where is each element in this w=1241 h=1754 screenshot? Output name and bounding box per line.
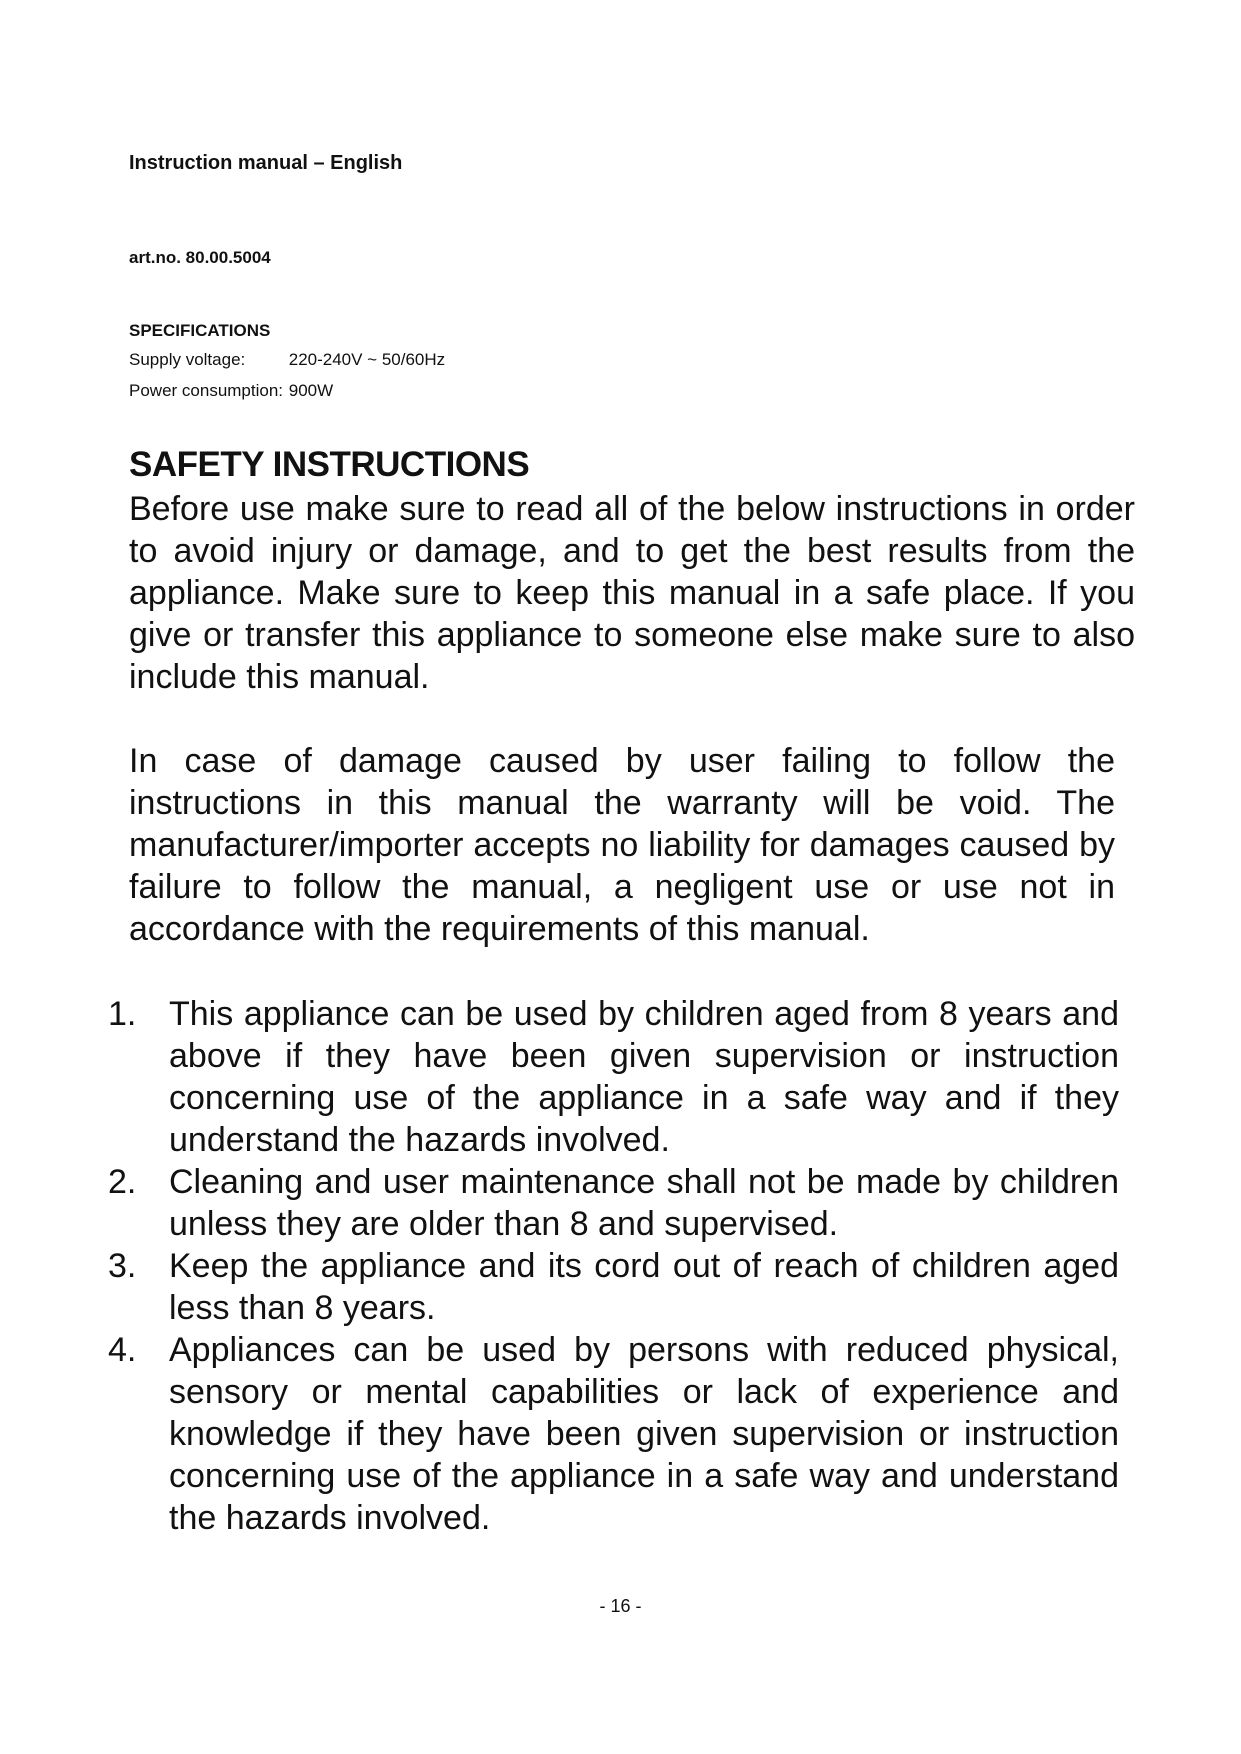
list-item: [108, 1161, 1119, 1245]
list-item-number: 4.: [108, 1331, 137, 1369]
article-number: art.no. 80.00.5004: [129, 248, 271, 267]
list-item-number: 2.: [108, 1163, 137, 1201]
page-number: - 16 -: [599, 1596, 642, 1616]
intro-paragraph: Before use make sure to read all of the below instructions in order to avoid injury or damage, and to get the best results from the appliance. Make sure to keep this manual in a safe place. If you give or transfer this appliance to someone else make sure to also include this manual.: [129, 490, 1135, 696]
list-item-text: Appliances can be used by persons with reduced physical, sensory or mental capabilities or lack of experience and knowledge if they have been given supervision or instruction concerning use of the appliance in a safe way and understand the hazards involved.: [169, 1331, 1119, 1537]
spec-label: Power consumption:: [129, 381, 284, 400]
list-item: [108, 1245, 1119, 1329]
spec-value: 220-240V ~ 50/60Hz: [288, 350, 446, 369]
list-item-text: Cleaning and user maintenance shall not be made by children unless they are older than 8 and supervised.: [169, 1163, 1119, 1243]
safety-list: [108, 993, 1128, 1539]
spec-row-supply-voltage: [129, 350, 445, 370]
list-item-number: 1.: [108, 995, 137, 1033]
list-item-number: 3.: [108, 1247, 137, 1285]
list-item: [108, 993, 1119, 1161]
safety-instructions-heading: SAFETY INSTRUCTIONS: [129, 445, 530, 484]
spec-row-power-consumption: [129, 381, 333, 401]
list-item-text: Keep the appliance and its cord out of reach of children aged less than 8 years.: [169, 1247, 1119, 1327]
manual-title: Instruction manual – English: [129, 152, 403, 174]
spec-value: 900W: [288, 381, 334, 400]
list-item-text: This appliance can be used by children aged from 8 years and above if they have been given supervision or instruction concerning use of the appliance in a safe way and if they understand the hazards involved.: [169, 995, 1119, 1159]
list-item: [108, 1329, 1119, 1539]
specifications-heading: SPECIFICATIONS: [129, 321, 271, 340]
warranty-paragraph: In case of damage caused by user failing to follow the instructions in this manual the warranty will be void. The manufacturer/importer accepts no liability for damages caused by failure to follow the manual, a negligent use or use not in accordance with the requirements of this manual.: [129, 742, 1115, 948]
spec-label: Supply voltage:: [129, 350, 246, 369]
